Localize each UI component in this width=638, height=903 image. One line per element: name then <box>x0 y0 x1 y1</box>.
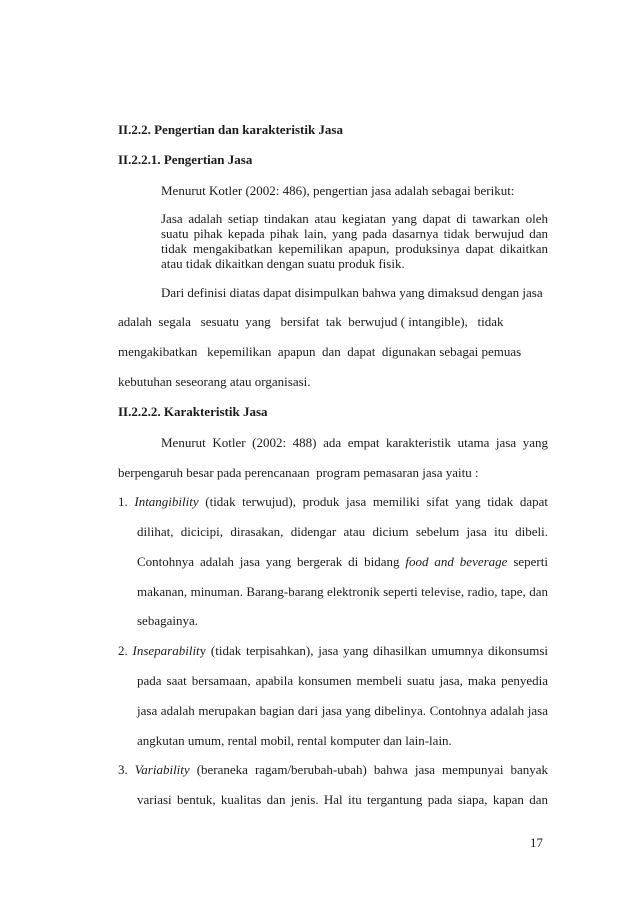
term-tail: y <box>199 643 207 658</box>
list-item-line: variasi bentuk, kualitas dan jenis. Hal itu tergantung pada siapa, kapan dan <box>137 792 548 807</box>
list-item-line <box>118 643 548 659</box>
list-item-text: Contohnya adalah jasa yang bergerak di bidang <box>137 554 406 569</box>
term-intangibility: Intangibility <box>134 494 199 509</box>
subsection-heading-pengertian: II.2.2.1. Pengertian Jasa <box>118 152 253 167</box>
list-item-line: jasa adalah merupakan bagian dari jasa yang dibelinya. Contohnya adalah jasa <box>137 703 548 718</box>
list-item-line <box>137 554 548 570</box>
list-item-line <box>118 762 548 778</box>
paragraph-line: adalah segala sesuatu yang bersifat tak berwujud ( intangible), tidak <box>118 314 504 329</box>
section-heading: II.2.2. Pengertian dan karakteristik Jasa <box>118 122 343 137</box>
list-item-text: (beraneka ragam/berubah-ubah) bahwa jasa mempunyai banyak <box>189 762 549 777</box>
list-item-line: makanan, minuman. Barang-barang elektronik seperti televise, radio, tape, dan <box>137 584 548 599</box>
list-number: 1. <box>118 494 128 509</box>
paragraph-line: mengakibatkan kepemilikan apapun dan dapat digunakan sebagai pemuas <box>118 344 522 359</box>
list-number: 3. <box>118 762 128 777</box>
list-item-line: sebagainya. <box>137 613 199 628</box>
list-item-line: dilihat, dicicipi, dirasakan, didengar atau dicium sebelum jasa itu dibeli. <box>137 524 548 539</box>
page-number: 17 <box>530 835 543 850</box>
paragraph-line: Dari definisi diatas dapat disimpulkan bahwa yang dimaksud dengan jasa <box>161 285 543 300</box>
quote-line: suatu pihak kepada pihak lain, yang pada dasarnya tidak berwujud dan <box>161 226 548 241</box>
quote-line: Jasa adalah setiap tindakan atau kegiatan yang dapat di tawarkan oleh <box>161 211 548 226</box>
quote-line: tidak mengakibatkan kepemilikan apapun, produksinya dapat dikaitkan <box>161 241 548 256</box>
list-number: 2. <box>118 643 128 658</box>
paragraph-line: berpengaruh besar pada perencanaan program pemasaran jasa yaitu : <box>118 465 479 480</box>
term-variability: Variability <box>134 762 190 777</box>
term-inseparability: Inseparabilit <box>132 643 200 658</box>
subsection-heading-karakteristik: II.2.2.2. Karakteristik Jasa <box>118 404 268 419</box>
list-item-text: (tidak terpisahkan), jasa yang dihasilkan umumnya dikonsumsi <box>206 643 549 658</box>
list-item-line: pada saat bersamaan, apabila konsumen membeli suatu jasa, maka penyedia <box>137 673 548 688</box>
list-item-line <box>118 494 548 510</box>
quote-line: atau tidak dikaitkan dengan suatu produk fisik. <box>161 256 405 271</box>
list-item-line: angkutan umum, rental mobil, rental komputer dan lain-lain. <box>137 733 452 748</box>
paragraph-line: kebutuhan seseorang atau organisasi. <box>118 374 311 389</box>
list-item-text: (tidak terwujud), produk jasa memiliki sifat yang tidak dapat <box>198 494 548 509</box>
paragraph-line: Menurut Kotler (2002: 488) ada empat karakteristik utama jasa yang <box>161 435 548 450</box>
list-item-text: seperti <box>507 554 548 569</box>
intro-paragraph: Menurut Kotler (2002: 486), pengertian jasa adalah sebagai berikut: <box>161 183 515 198</box>
term-food-and-beverage: food and beverage <box>405 554 508 569</box>
